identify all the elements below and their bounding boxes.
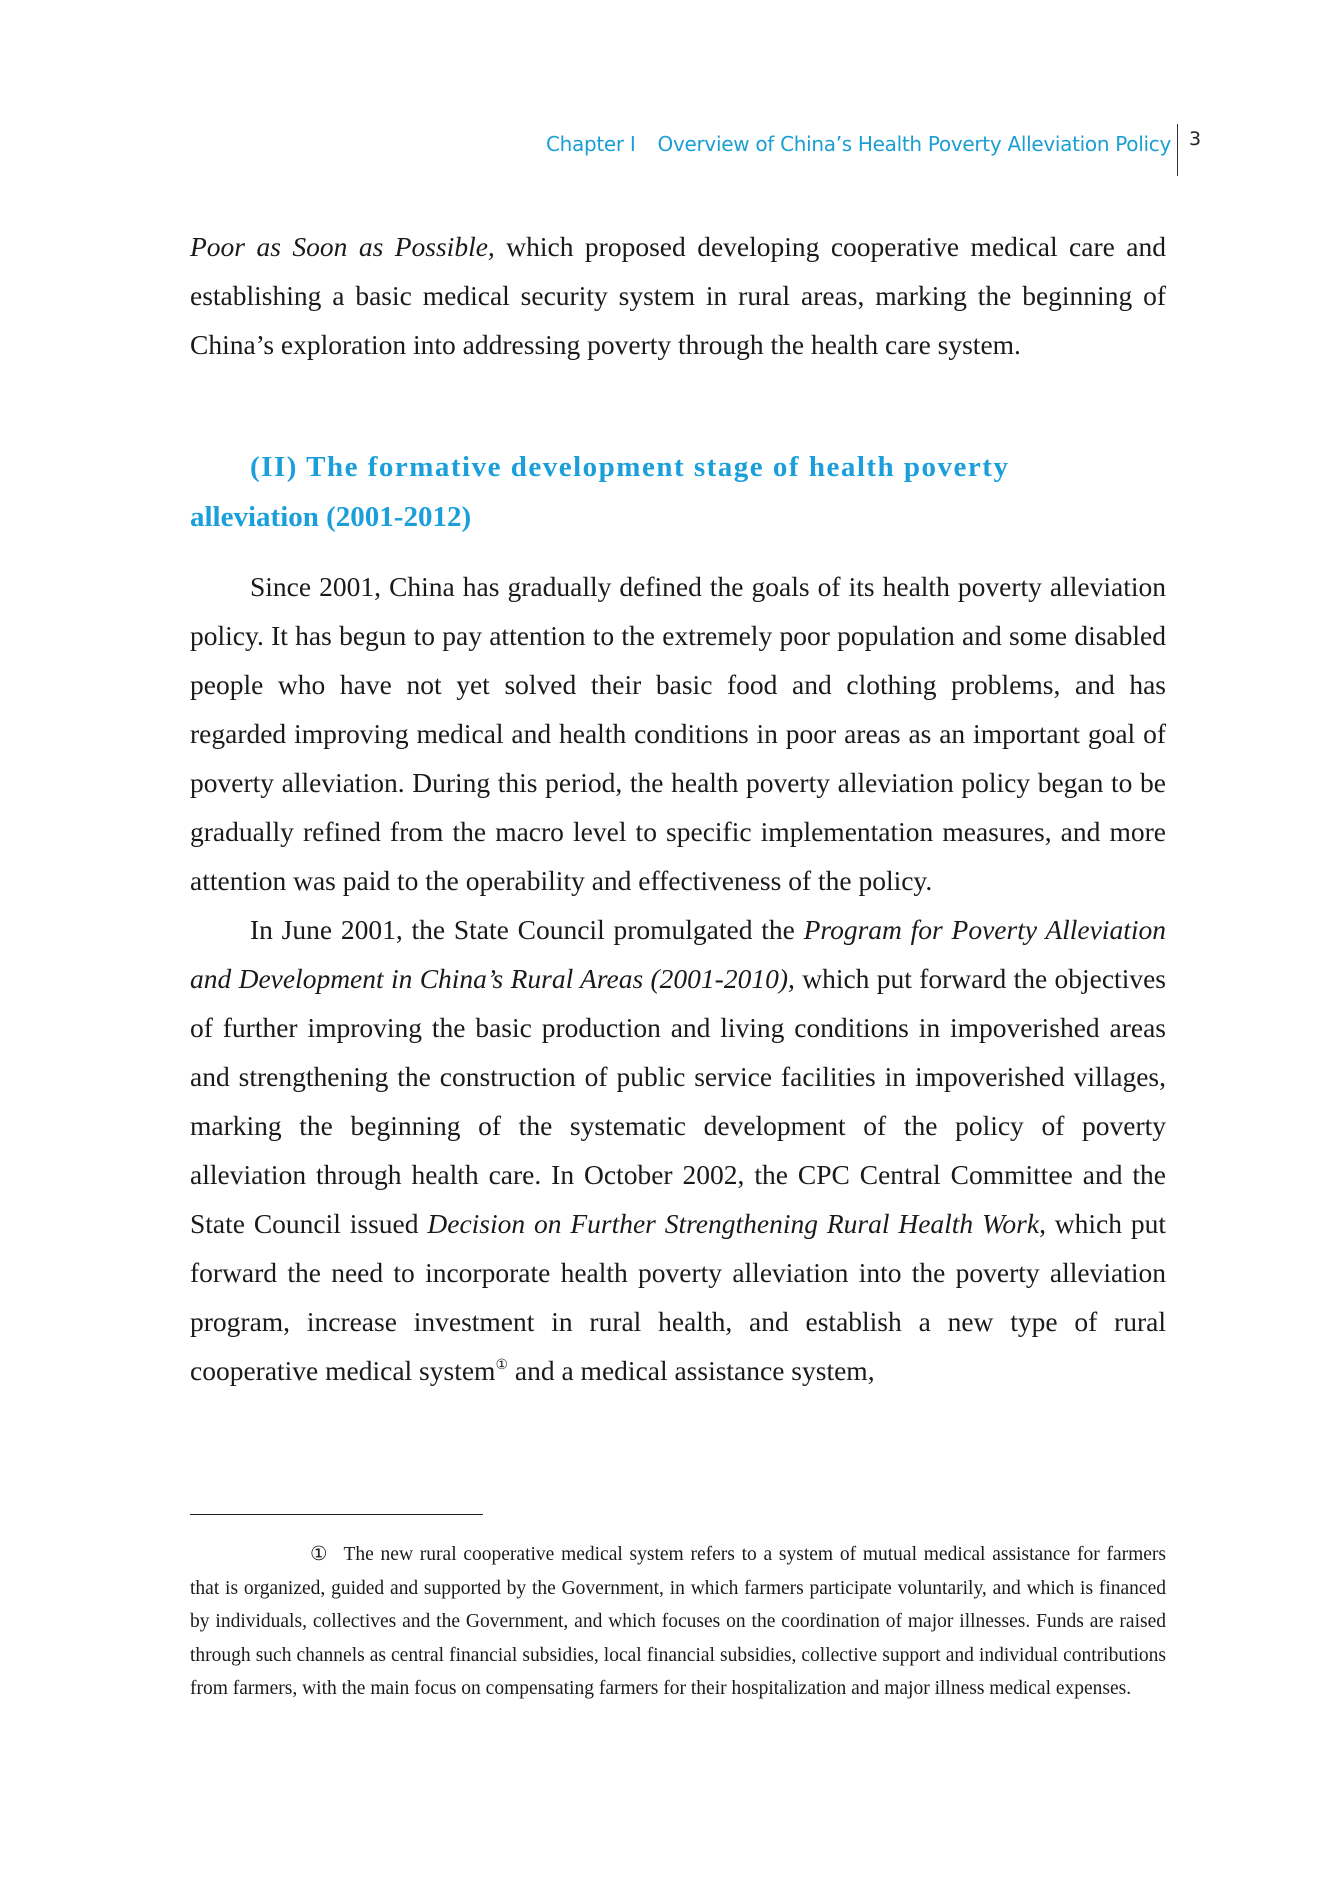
body-paragraphs (190, 562, 1166, 1395)
page-number: 3 (1189, 128, 1202, 150)
paragraph-continued: Poor as Soon as Possible, which proposed developing cooperative medical care and establishing a basic medical security system in rural areas, marking the beginning of China’s exploration into addressing poverty through the health care system. (190, 231, 1166, 360)
section-heading (190, 442, 1166, 542)
running-header (546, 132, 1171, 156)
footnote-reference[interactable]: ① (495, 1358, 509, 1373)
header-divider (1177, 124, 1178, 176)
section-heading-line2: alleviation (2001-2012) (190, 501, 472, 533)
chapter-label: Chapter I (545, 132, 636, 156)
footnote-text: The new rural cooperative medical system refers to a system of mutual medical assistance for farmers that is organized, guided and supported by the Government, in which farmers participate voluntarily, and which is financed by individuals, collectives and the Government, and which focuses on the coordination of major illnesses. Funds are raised through such channels as central financial subsidies, local financial subsidies, collective support and individual contributions from farmers, with the main focus on compensating farmers for their hospitalization and major illness medical expenses. (190, 1544, 1166, 1699)
italic-title: Program for Poverty Alleviation and Development in China’s Rural Areas (2001-2010), (190, 914, 1166, 994)
paragraph: Since 2001, China has gradually defined the goals of its health poverty alleviation policy. It has begun to pay attention to the extremely poor population and some disabled people who have not yet solved their basic food and clothing problems, and has regarded improving medical and health conditions in poor areas as an important goal of poverty alleviation. During this period, the health poverty alleviation policy began to be gradually refined from the macro level to specific implementation measures, and more attention was paid to the operability and effectiveness of the policy. (190, 571, 1166, 896)
footnote-divider (190, 1514, 483, 1515)
paragraph: In June 2001, the State Council promulgated the Program for Poverty Alleviation and Development in China’s Rural Areas (2001-2010), which put forward the objectives of further improving the basic production and living conditions in impoverished areas and strengthening the construction of public service facilities in impoverished villages, marking the beginning of the systematic development of the policy of poverty alleviation through health care. In October 2002, the CPC Central Committee and the State Council issued Decision on Further Strengthening Rural Health Work, which put forward the need to incorporate health poverty alleviation into the poverty alleviation program, increase investment in rural health, and establish a new type of rural cooperative medical system① and a medical assistance system, (190, 914, 1166, 1386)
footnote-marker: ① (310, 1544, 328, 1565)
italic-title: Decision on Further Strengthening Rural Health Work (427, 1208, 1040, 1239)
italic-title: Poor as Soon as Possible, (190, 231, 495, 262)
footnote (190, 1538, 1166, 1706)
section-heading-line1: (II) The formative development stage of health poverty (250, 451, 1010, 483)
chapter-title: Overview of China’s Health Poverty Alleviation Policy (657, 132, 1171, 156)
